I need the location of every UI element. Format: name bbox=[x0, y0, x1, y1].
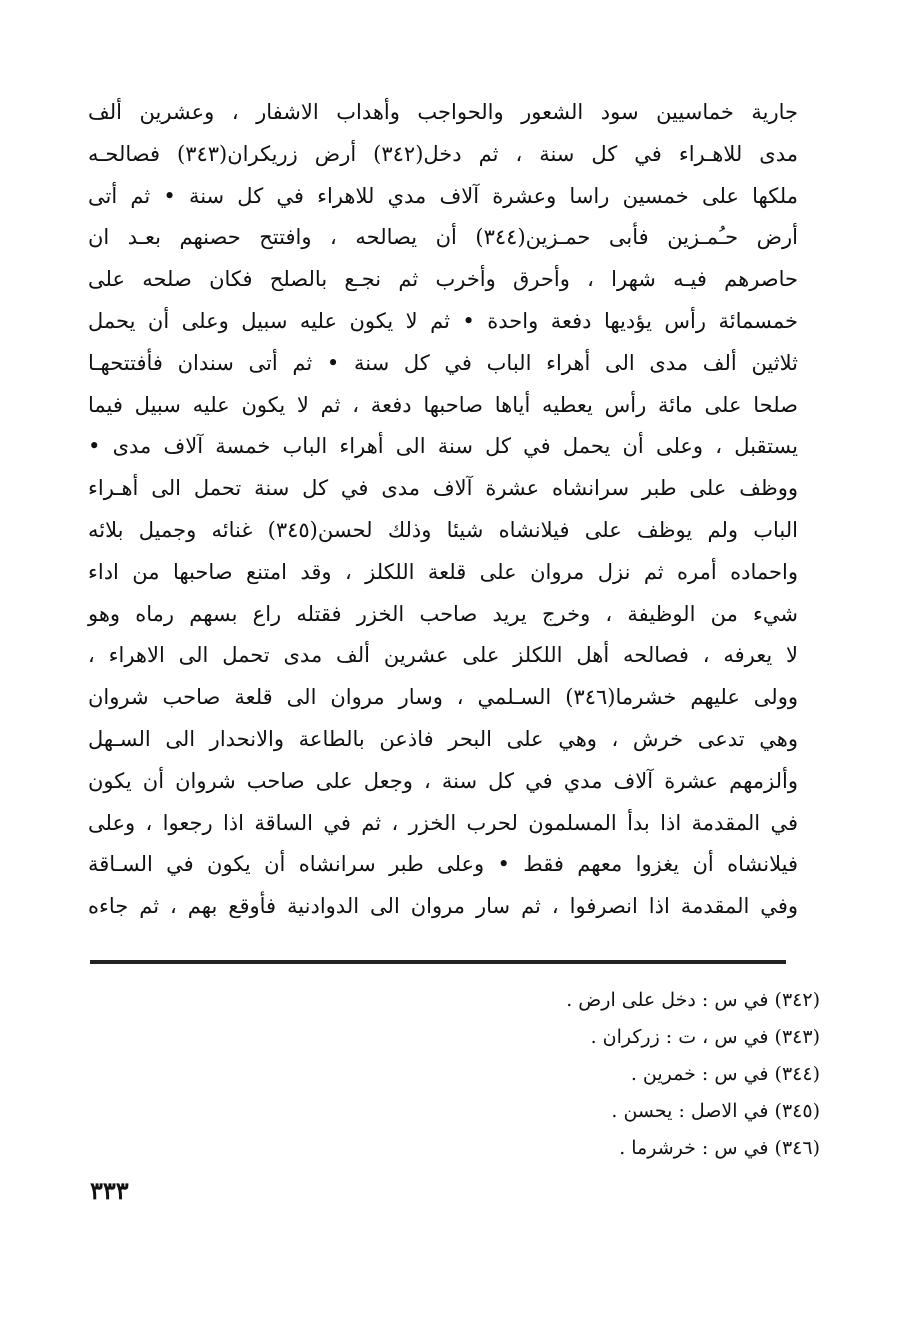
text-line: خمسمائة رأس يؤديها دفعة واحدة • ثم لا يكون عليه سبيل وعلى أن يحمل bbox=[88, 308, 798, 333]
text-line: وولى عليهم خشرما(٣٤٦) السـلمي ، وسار مروان الى قلعة صاحب شروان bbox=[88, 685, 798, 710]
text-line: وألزمهم عشرة آلاف مدي في كل سنة ، وجعل على صاحب شروان أن يكون bbox=[88, 768, 798, 793]
text-line: فيلانشاه أن يغزوا معهم فقط • وعلى طبر سرانشاه أن يكون في السـاقة bbox=[88, 852, 798, 877]
text-line: حاصرهم فيـه شهرا ، وأحرق وأخرب ثم نجـع بالصلح فكان صلحه على bbox=[88, 267, 798, 292]
text-line: ثلاثين ألف مدى الى أهراء الباب في كل سنة • ثم أتى سندان فأفتتحهـا bbox=[88, 350, 798, 375]
text-line: أرض حـُمـزين فأبى حمـزين(٣٤٤) أن يصالحه ، وافتتح حصنهم بعـد ان bbox=[88, 225, 798, 250]
text-line: ملكها على خمسين راسا وعشرة آلاف مدي للاهراء في كل سنة • ثم أتى bbox=[88, 183, 798, 208]
footnote: (٣٤٥) في الاصل : يحسن . bbox=[611, 1100, 820, 1122]
body-text bbox=[88, 92, 798, 928]
footnote: (٣٤٢) في س : دخل على ارض . bbox=[566, 989, 820, 1011]
text-line: في المقدمة اذا بدأ المسلمون لحرب الخزر ، ثم في الساقة اذا رجعوا ، وعلى bbox=[88, 810, 798, 835]
text-line: لا يعرفه ، فصالحه أهل اللكلز على عشرين ألف مدى تحمل الى الاهراء ، bbox=[88, 643, 798, 668]
footnote: (٣٤٣) في س ، ت : زركران . bbox=[590, 1026, 820, 1048]
footnotes bbox=[320, 982, 820, 1167]
footnote: (٣٤٤) في س : خمرين . bbox=[630, 1063, 820, 1085]
text-line: واحماده أمره ثم نزل مروان على قلعة اللكلز ، وقد امتنع صاحبها من اداء bbox=[88, 559, 798, 584]
text-line: الباب ولم يوظف على فيلانشاه شيئا وذلك لحسن(٣٤٥) غنائه وجميل بلائه bbox=[88, 517, 798, 542]
text-line: شيء من الوظيفة ، وخرج يريد صاحب الخزر فقتله راع بسهم رماه وهو bbox=[88, 601, 798, 626]
footnote-separator bbox=[90, 960, 786, 964]
text-line: ووظف على طبر سرانشاه عشرة آلاف مدى في كل سنة تحمل الى أهـراء bbox=[88, 476, 798, 501]
text-line: يستقبل ، وعلى أن يحمل في كل سنة الى أهراء الباب خمسة آلاف مدى • bbox=[88, 434, 798, 459]
text-line: جارية خماسيين سود الشعور والحواجب وأهداب الاشفار ، وعشرين ألف bbox=[88, 100, 798, 124]
text-line: وهي تدعى خرش ، وهي على البحر فاذعن بالطاعة والانحدار الى السـهل bbox=[88, 726, 798, 751]
page-number: ٣٣٣ bbox=[90, 1176, 129, 1205]
text-line: مدى للاهـراء في كل سنة ، ثم دخل(٣٤٢) أرض زريكران(٣٤٣) فصالحـه bbox=[88, 141, 798, 166]
footnote: (٣٤٦) في س : خرشرما . bbox=[619, 1137, 820, 1159]
text-line: صلحا على مائة رأس يعطيه أياها صاحبها دفعة ، ثم لا يكون عليه سبيل فيما bbox=[88, 392, 798, 417]
text-line: وفي المقدمة اذا انصرفوا ، ثم سار مروان الى الدوادنية فأوقع بهم ، ثم جاءه bbox=[88, 894, 798, 919]
